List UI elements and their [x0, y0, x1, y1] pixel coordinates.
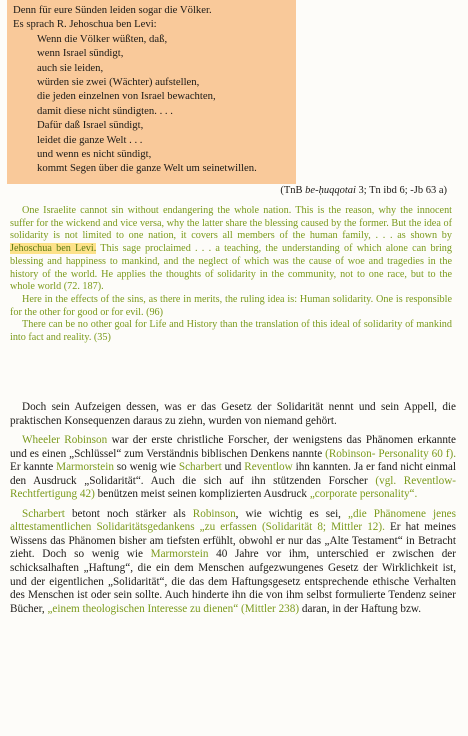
quote-line: wenn Israel sündigt, [37, 47, 124, 60]
body-text: war der erste christliche Forscher, der wenigstens das Phänomen erkannte und es einen „Schlüssel“ zum Verständnis biblischen Denkens nannte [10, 434, 456, 460]
quote-line: Es sprach R. Jehoschua ben Levi: [13, 18, 157, 31]
citation-text: Scharbert [178, 461, 222, 474]
citation-text: „die Phänomene jenes alttestamentlichen Solidaritätsgedankens „zu erfassen (Solidarität 8; Mittler 12). [10, 507, 456, 534]
quote-line: leidet die ganze Welt . . . [37, 133, 143, 146]
quote-line: die jeden einzelnen von Israel bewachten, [37, 90, 216, 103]
citation-text: Wheeler Robinson [22, 434, 108, 447]
quote-line: und wenn es nicht sündigt, [37, 148, 152, 161]
body-text: und [221, 461, 245, 474]
quote-last-line: kommt Segen über die ganze Welt um seinetwillen. [37, 162, 263, 174]
quote-line: auch sie leiden, [37, 61, 104, 74]
source-open: (TnB [280, 185, 306, 196]
source-italic: be-ḥuqqotai [305, 185, 356, 196]
body-text: , wie wichtig es sei, [235, 507, 349, 520]
citation-text: (vgl. Reventlow-Rechtfertigung 42) [10, 474, 457, 501]
citation-text: Marmorstein [150, 548, 209, 561]
quote-source-citation [0, 185, 447, 196]
german-paragraph: Doch sein Aufzeigen dessen, was er das Gesetz der Solidarität nennt und sein Appell, die praktischen Konsequenzen daraus zu ziehn, wurden von niemand gehört. [10, 401, 456, 427]
quote-line: würden sie zwei (Wächter) aufstellen, [37, 76, 200, 89]
talmud-quote-block [7, 0, 296, 184]
source-rest: 3; Tn ibd 6; -Jb 63 a) [355, 185, 447, 196]
english-paragraph: Here in the effects of the sins, as there in merits, the ruling idea is: Human solidarity. One is responsible for the other for good or for evil. (96) [10, 293, 452, 318]
body-text: benützen meist seinen komplizierten Ausdruck [94, 488, 310, 501]
body-text: Er hat meines Wissens das Phänomen bisher am tiefsten erfühlt, obwohl er nur das „Alte Testament“ in Betracht zieht. Doch so wenig wie [10, 521, 456, 561]
body-text: ihn kannten. Ja er fand nicht einmal den Ausdruck „Solidarität“. Auch die sich auf ihn stützenden Forscher [10, 461, 456, 487]
quote-line: Dafür daß Israel sündigt, [37, 119, 144, 132]
citation-text: Robinson [192, 507, 236, 520]
quote-line [13, 161, 296, 175]
quote-line: Wenn die Völker wüßten, daß, [37, 32, 168, 45]
quote-line: damit diese nicht sündigten. . . . [37, 104, 173, 117]
english-paragraph: There can be no other goal for Life and History than the translation of this ideal of solidarity of mankind into fact and reality. (35) [10, 319, 452, 344]
german-paragraph [10, 508, 456, 616]
highlighted-name: Jehoschua ben Levi. [10, 243, 97, 255]
citation-text: (Robinson- Personality 60 f). [325, 447, 456, 460]
citation-text: Marmorstein [56, 461, 114, 474]
english-text: This sage proclaimed . . . a teaching, the understanding of which alone can bring blessing and happiness to mankind, and the neglect of which was the cause of woe and tragedies in the history of the world. He applies the thoughts of solidarity in the community, not to one race, but to the whole world (72. 187). [10, 243, 452, 293]
body-text: so wenig wie [113, 461, 179, 474]
german-paragraph [10, 434, 456, 502]
body-text: 40 Jahre vor ihm, unterschied er zwischen der schicksalhaften „Haftung“, die ein dem Menschen aufgezwungenes Gesetz der Wirklichkeit ist, und der eigentlichen „Solidarität“, die das dem Haftungsgesetz entsprechende ethische Verhalten des Menschen ist oder sein sollte. Auch hinderte ihn die von ihm selbst formulierte Tendenz seiner Bücher, [10, 548, 456, 615]
body-text: Er kannte [10, 461, 57, 474]
body-text: betont noch stärker als [64, 507, 193, 520]
citation-text: „corporate personality“. [309, 488, 418, 501]
citation-text: Reventlow [244, 461, 293, 474]
english-quotation-block [10, 205, 452, 345]
citation-text: Scharbert [22, 507, 65, 520]
german-body-text [10, 401, 456, 622]
quote-line: Denn für eure Sünden leiden sogar die Völker. [13, 4, 212, 16]
english-text: One Israelite cannot sin without endangering the whole nation. This is the reason, why the innocent suffer for the wickend and vice versa, why the latter share the blessing caused by the former. But the idea of solidarity is not limited to one nation, it covers all members of the human family, . . . as shown by [10, 205, 452, 242]
body-text: daran, in der Haftung bzw. [299, 602, 422, 615]
english-paragraph [10, 205, 452, 294]
citation-text: „einem theologischen Interesse zu dienen“ (Mittler 238) [47, 602, 300, 615]
